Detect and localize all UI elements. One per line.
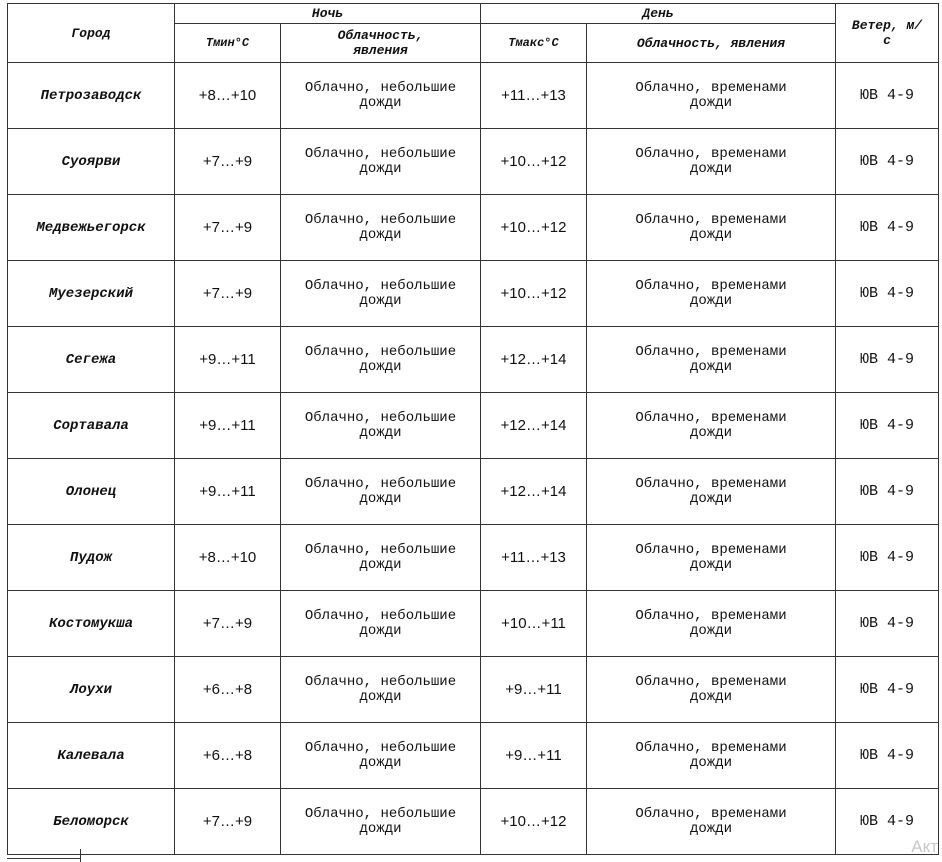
tmin-cell: +7…+9 <box>175 789 281 855</box>
tmax-cell: +11…+13 <box>481 525 587 591</box>
city-cell: Костомукша <box>8 591 175 657</box>
tmin-cell: +7…+9 <box>175 129 281 195</box>
day-cond-cell: Облачно, временами дожди <box>587 657 836 723</box>
city-cell: Петрозаводск <box>8 63 175 129</box>
city-cell: Пудож <box>8 525 175 591</box>
tmax-cell: +10…+12 <box>481 261 587 327</box>
wind-cell: ЮВ 4-9 <box>836 393 939 459</box>
city-cell: Сортавала <box>8 393 175 459</box>
city-cell: Олонец <box>8 459 175 525</box>
header-row-1 <box>8 4 939 24</box>
night-cond-cell: Облачно, небольшие дожди <box>281 591 481 657</box>
table-row <box>8 657 939 723</box>
table-row <box>8 525 939 591</box>
tmax-cell: +10…+12 <box>481 195 587 261</box>
tmin-cell: +9…+11 <box>175 459 281 525</box>
tmax-cell: +10…+12 <box>481 129 587 195</box>
day-cond-cell: Облачно, временами дожди <box>587 261 836 327</box>
tmin-cell: +8…+10 <box>175 63 281 129</box>
city-cell: Сегежа <box>8 327 175 393</box>
wind-cell: ЮВ 4-9 <box>836 129 939 195</box>
tmin-cell: +7…+9 <box>175 261 281 327</box>
tmax-cell: +10…+12 <box>481 789 587 855</box>
tmin-cell: +9…+11 <box>175 327 281 393</box>
city-cell: Муезерский <box>8 261 175 327</box>
table-row <box>8 591 939 657</box>
wind-cell: ЮВ 4-9 <box>836 723 939 789</box>
tmax-cell: +12…+14 <box>481 327 587 393</box>
wind-cell: ЮВ 4-9 <box>836 525 939 591</box>
night-cond-cell: Облачно, небольшие дожди <box>281 525 481 591</box>
table-row <box>8 789 939 855</box>
wind-cell: ЮВ 4-9 <box>836 327 939 393</box>
night-cond-cell: Облачно, небольшие дожди <box>281 393 481 459</box>
table-row <box>8 393 939 459</box>
night-cond-cell: Облачно, небольшие дожди <box>281 723 481 789</box>
tmin-cell: +6…+8 <box>175 723 281 789</box>
tmin-cell: +7…+9 <box>175 591 281 657</box>
night-cond-cell: Облачно, небольшие дожди <box>281 129 481 195</box>
day-cond-cell: Облачно, временами дожди <box>587 393 836 459</box>
city-cell: Калевала <box>8 723 175 789</box>
wind-cell: ЮВ 4-9 <box>836 63 939 129</box>
tmin-cell: +7…+9 <box>175 195 281 261</box>
table-body <box>8 63 939 855</box>
wind-cell: ЮВ 4-9 <box>836 789 939 855</box>
wind-cell: ЮВ 4-9 <box>836 591 939 657</box>
table-row <box>8 723 939 789</box>
table-row <box>8 261 939 327</box>
wind-cell: ЮВ 4-9 <box>836 261 939 327</box>
header-day-cond: Облачность, явления <box>587 24 836 63</box>
table-row <box>8 129 939 195</box>
city-cell: Суоярви <box>8 129 175 195</box>
night-cond-cell: Облачно, небольшие дожди <box>281 261 481 327</box>
city-cell: Лоухи <box>8 657 175 723</box>
night-cond-cell: Облачно, небольшие дожди <box>281 789 481 855</box>
header-night: Ночь <box>175 4 481 24</box>
footer-divider-horizontal <box>7 858 80 859</box>
tmax-cell: +12…+14 <box>481 393 587 459</box>
night-cond-cell: Облачно, небольшие дожди <box>281 63 481 129</box>
forecast-table <box>7 3 939 855</box>
tmax-cell: +9…+11 <box>481 723 587 789</box>
day-cond-cell: Облачно, временами дожди <box>587 789 836 855</box>
night-cond-cell: Облачно, небольшие дожди <box>281 327 481 393</box>
tmax-cell: +10…+11 <box>481 591 587 657</box>
tmax-cell: +11…+13 <box>481 63 587 129</box>
day-cond-cell: Облачно, временами дожди <box>587 591 836 657</box>
day-cond-cell: Облачно, временами дожди <box>587 195 836 261</box>
wind-cell: ЮВ 4-9 <box>836 195 939 261</box>
tmin-cell: +6…+8 <box>175 657 281 723</box>
tmin-cell: +9…+11 <box>175 393 281 459</box>
day-cond-cell: Облачно, временами дожди <box>587 129 836 195</box>
day-cond-cell: Облачно, временами дожди <box>587 327 836 393</box>
city-cell: Медвежьегорск <box>8 195 175 261</box>
day-cond-cell: Облачно, временами дожди <box>587 525 836 591</box>
footer-divider <box>80 849 81 862</box>
night-cond-cell: Облачно, небольшие дожди <box>281 657 481 723</box>
table-row <box>8 63 939 129</box>
tmax-cell: +9…+11 <box>481 657 587 723</box>
tmax-cell: +12…+14 <box>481 459 587 525</box>
table-row <box>8 459 939 525</box>
day-cond-cell: Облачно, временами дожди <box>587 723 836 789</box>
day-cond-cell: Облачно, временами дожди <box>587 459 836 525</box>
night-cond-cell: Облачно, небольшие дожди <box>281 459 481 525</box>
header-night-cond: Облачность, явления <box>281 24 481 63</box>
table-row <box>8 195 939 261</box>
header-wind: Ветер, м/с <box>836 4 939 63</box>
wind-cell: ЮВ 4-9 <box>836 657 939 723</box>
city-cell: Беломорск <box>8 789 175 855</box>
header-city: Город <box>8 4 175 63</box>
header-day: День <box>481 4 836 24</box>
table-row <box>8 327 939 393</box>
tmin-cell: +8…+10 <box>175 525 281 591</box>
wind-cell: ЮВ 4-9 <box>836 459 939 525</box>
header-tmax: Тмакс°С <box>481 24 587 63</box>
night-cond-cell: Облачно, небольшие дожди <box>281 195 481 261</box>
day-cond-cell: Облачно, временами дожди <box>587 63 836 129</box>
watermark: Акт <box>911 837 938 856</box>
header-tmin: Тмин°С <box>175 24 281 63</box>
